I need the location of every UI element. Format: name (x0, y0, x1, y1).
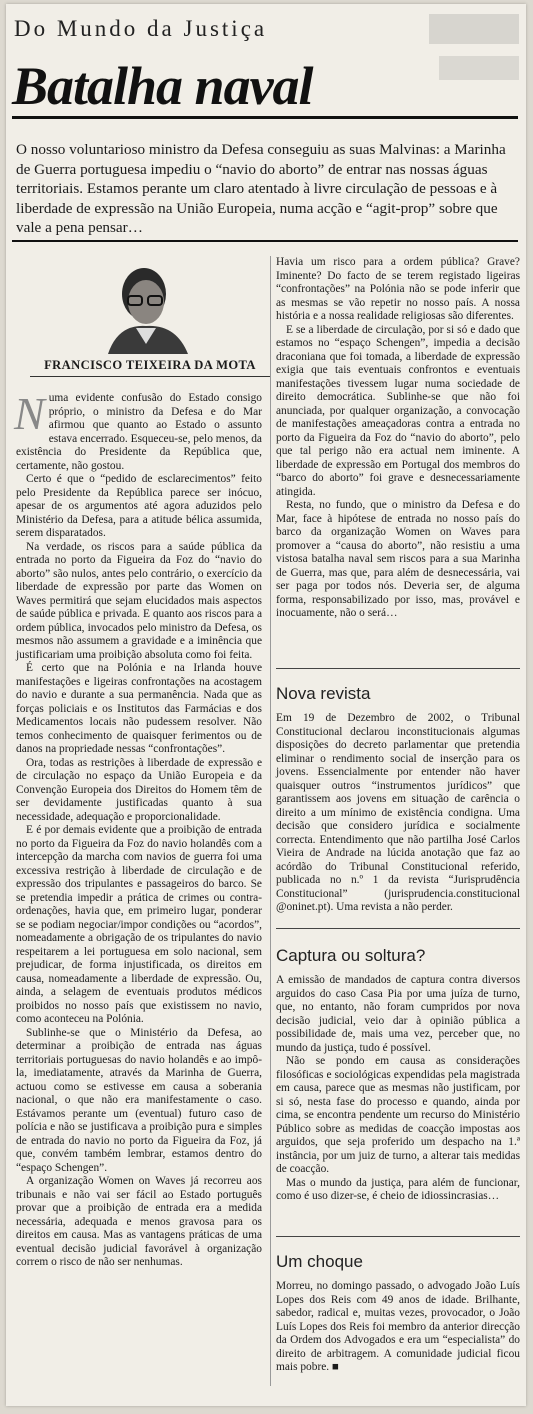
box-nova-revista (276, 712, 520, 915)
right-column (276, 256, 520, 621)
article-paragraph: É certo que na Polónia e na Irlanda houve manifestações e ligeiras confrontações na acostagem do navio e durante a sua permanência. Nada que as forças policiais e os Institutos das Farmácias e dos Medicamentos locais não pudessem resolver. Não temos conhecimento de quaisquer ferimentos ou de danos na propriedade nessas “confrontações”. (16, 662, 262, 755)
headline-rule (12, 116, 518, 119)
drop-cap: N (14, 388, 45, 439)
author-name: FRANCISCO TEIXEIRA DA MOTA (30, 358, 270, 377)
column-divider (270, 256, 271, 1386)
article-paragraph: Certo é que o “pedido de esclarecimentos” feito pelo Presidente da República parece ser inócuo, apesar de os argumentos até agora aduzidos pelo Ministério da Defesa, para a atitude bélica assumida, serem disparatados. (16, 473, 262, 539)
article-paragraph: Resta, no fundo, que o ministro da Defesa e do Mar, face à hipótese de entrada no nosso país do barco da organização Women on Waves para promover a “causa do aborto”, não resistiu a uma vistosa batalha naval sem riscos para a sua Marinha de Guerra, mas que, para além de desnecessária, vai ser paga por todos nós. Deveria ser, de alguma forma, responsabilizado por isso, mas, provável e inocuamente, não o será… (276, 499, 520, 619)
box-paragraph: Não se pondo em causa as considerações filosóficas e sociológicas expendidas pela magistrada em causa, parece que as mesmas não justificam, por si só, nesta fase do processo e quando, ainda por cima, se encontra pendente um recurso do Ministério Público sobre as medidas de coacção impostas aos arguidos, que seja proferido um despacho na 1.ª instância, por um juiz de turno, a alterar tais medidas de coacção. (276, 1055, 520, 1175)
box-title-nova-revista: Nova revista (276, 684, 371, 703)
author-portrait (98, 258, 194, 354)
article-paragraph: Sublinhe-se que o Ministério da Defesa, ao determinar a proibição de entrada nas águas territoriais portuguesas do navio holandês e ao impô-la, imediatamente, através da Marinha de Guerra, actuou como se estivesse em causa a soberania nacional, o que não era manifestamente o caso. Estávamos perante um (eventual) futuro caso de polícia e não se justificava a proibição pura e simples de entrada do navio no porto da Figueira da Foz, já que, convém também lembrar, estamos dentro do “espaço Schengen”. (16, 1026, 262, 1174)
lead-rule (12, 240, 518, 242)
article-paragraph: A organização Women on Waves já recorreu aos tribunais e não vai ser fácil ao Estado português provar que a proibição de entrada era a medida necessária, adequada e menos gravosa para os direitos em causa. Mas as vantagens práticas de uma eventual decisão judicial favorável à organização correm o risco de não ser nenhumas. (16, 1175, 262, 1268)
box-paragraph: Em 19 de Dezembro de 2002, o Tribunal Constitucional declarou inconstitucionais algumas disposições do decreto parlamentar que pretendia eliminar o rendimento social de inserção para os jovens. Essencialmente por entender não haver quaisquer outros “instrumentos jurídicos” que garantissem aos jovens em situação de carência o direito a um mínimo de existência condigna. Uma decisão que considero jurídica e socialmente correcta. Entendimento que não partilha José Carlos Vieira de Andrade na lúcida anotação que faz ao acórdão do Tribunal Constitucional referido, publicada no n.º 1 da revista “Jurisprudência Constitucional” (jurisprudencia.constitucional @oninet.pt). Uma revista a não perder. (276, 712, 520, 913)
headline: Batalha naval (12, 56, 313, 116)
box-captura (276, 974, 520, 1204)
article-paragraph: E se a liberdade de circulação, por si só e dado que estamos no “espaço Schengen”, impedia a decisão draconiana que foi tomada, a liberdade de expressão exigia que tais eventuais confrontos e eventuais manifestações tivessem lugar numa sociedade de direito democrática. Sublinhe-se que não foi anunciada, por qualquer organização, a convocação de manifestações ameaçadoras contra a entrada no porto da Figueira da Foz do “navio do aborto”, pelo que tal perigo não era actual nem iminente. A liberdade de expressão em Portugal dos membros do “barco do aborto” foi grave e desnecessariamente atingida. (276, 323, 520, 498)
article-paragraph: Havia um risco para a ordem pública? Grave? Iminente? Do facto de se terem registado ligeiras “confrontações” na Polónia não se pode inferir que as mesmas se vão repetir no nosso país. A nossa história e a nossa realidade religiosas são diferentes. (276, 256, 520, 322)
left-column (14, 388, 262, 1270)
author-box (20, 258, 256, 378)
box-um-choque (276, 1280, 520, 1375)
article-paragraph: Ora, todas as restrições à liberdade de expressão e de circulação no espaço da União Europeia e da Convenção Europeia dos Direitos do Homem têm de ser devidamente justificadas quanto à sua necessidade, adequação e proporcionalidade. (16, 756, 262, 823)
box-title-captura: Captura ou soltura? (276, 946, 426, 965)
box-rule (276, 928, 520, 929)
article-paragraph: E é por demais evidente que a proibição de entrada no porto da Figueira da Foz do navio holandês com a intercepção da marcha com navios de guerra foi uma excessiva restrição à liberdade de circulação e de expressão dos tripulantes e passageiros do barco. Se se pretendia impedir a prática de crimes ou contra-ordenações, havia que, em primeiro lugar, ponderar se se podiam negociar/impor condições ou “acordos”, nomeadamente a obrigação de os tripulantes do navio respeitarem a lei portuguesa em solo nacional, sem prejudicar, de forma injustificada, os direitos em causa, nomeadamente a liberdade de expressão. Ou, ainda, a selagem de eventuais produtos médicos proibidos no nosso país que existissem no navio, como aconteceu na Polónia. (16, 824, 262, 1025)
box-title-um-choque: Um choque (276, 1252, 363, 1271)
lead-paragraph: O nosso voluntarioso ministro da Defesa conseguiu as suas Malvinas: a Marinha de Guerra portuguesa impediu o “navio do aborto” de entrar nas nossas águas territoriais. Estamos perante um claro atentado à livre circulação de pessoas e à liberdade de expressão na União Europeia, numa acção e “agit-prop” sobre que vale a pena pensar… (16, 141, 506, 237)
box-rule (276, 668, 520, 669)
section-title: Do Mundo da Justiça (14, 16, 268, 41)
box-rule (276, 1236, 520, 1237)
box-paragraph: Mas o mundo da justiça, para além de funcionar, como é uso dizer-se, é cheio de idiossincrasias… (276, 1176, 520, 1202)
box-paragraph: Morreu, no domingo passado, o advogado João Luís Lopes dos Reis com 49 anos de idade. Brilhante, sabedor, radical e, muitas vezes, provocador, o João Luís Lopes dos Reis foi membro da anterior direcção da Ordem dos Advogados e era um “especialista” do direito de arbitragem. A comunidade judicial ficou mais pobre. ■ (276, 1280, 520, 1373)
box-paragraph: A emissão de mandados de captura contra diversos arguidos do caso Casa Pia por uma juíza de turno, que, no entanto, não foram cumpridos por nova decisão judicial, veio dar à opinião pública a possibilidade de, mais uma vez, perceber que, no mundo da justiça, tudo é possível. (276, 974, 520, 1054)
bleed-through-background (419, 6, 529, 96)
article-paragraph: Na verdade, os riscos para a saúde pública da entrada no porto da Figueira da Foz do “navio do aborto” são nulos, antes pelo contrário, o exercício da liberdade de expressão por parte das Women on Waves permitirá que sejam elucidados mais aspectos de saúde pública e privada. E quanto aos riscos para a ordem pública, invocados pelo ministro da Defesa, os mesmos não assumem a gravidade e a iminência que justificariam uma proibição absoluta como foi feita. (16, 540, 262, 661)
article-paragraph: Numa evidente confusão do Estado consigo próprio, o ministro da Defesa e do Mar afirmou que quanto ao Estado o assunto estava encerrado. Esqueceu-se, pelo menos, da existência do Presidente da República que, certamente, não gostou. (14, 388, 262, 472)
